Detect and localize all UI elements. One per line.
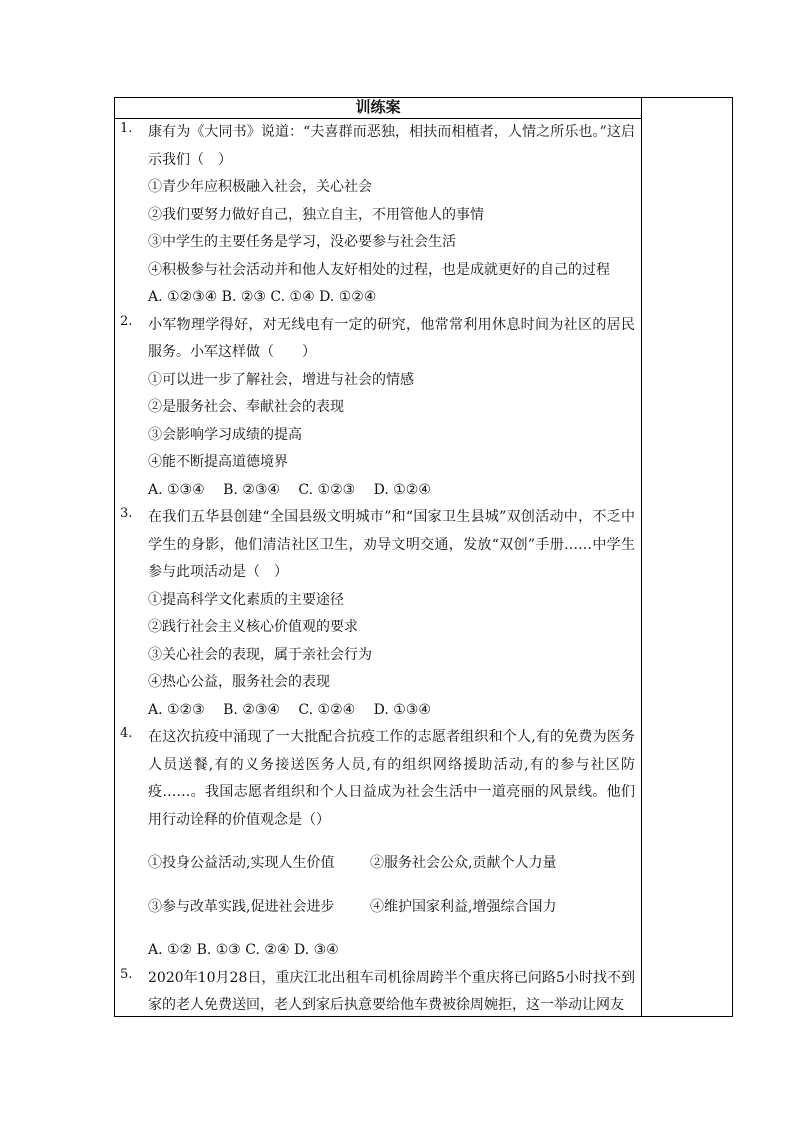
question-1 <box>115 119 641 312</box>
option: ③会影响学习成绩的提高 <box>148 426 302 443</box>
option: ③参与改革实践,促进社会进步 <box>148 898 335 915</box>
option: ①可以进一步了解社会，增进与社会的情感 <box>148 371 414 388</box>
question-3 <box>115 504 641 724</box>
option: ①投身公益活动,实现人生价值 <box>148 855 335 871</box>
question-stem: 在这次抗疫中涌现了一大批配合抗疫工作的志愿者组织和个人,有的免费为医务人员送餐,有的义务接送医务人员,有的组织网络援助活动,有的参与社区防疫……。我国志愿者组织和个人日益成为社会生活中一道亮丽的风景线。他们用行动诠释的价值观念是（） <box>148 729 635 828</box>
question-5 <box>115 965 641 1017</box>
answer-choices: A. ①②③ B. ②③④ C. ①②④ D. ①③④ <box>148 701 431 718</box>
question-stem: 康有为《大同书》说道：“夫喜群而恶独，相扶而相植者，人情之所乐也。”这启示我们（ ） <box>148 124 635 168</box>
option: ③关心社会的表现，属于亲社会行为 <box>148 646 372 663</box>
question-4 <box>115 724 641 965</box>
exercise-table <box>114 97 733 1017</box>
option: ②我们要努力做好自己，独立自主，不用管他人的事情 <box>148 206 484 223</box>
question-list <box>115 119 641 1016</box>
option: ④热心公益，服务社会的表现 <box>148 674 330 690</box>
question-2 <box>115 312 641 505</box>
option: ②践行社会主义核心价值观的要求 <box>148 619 358 635</box>
answer-choices: A. ①③④ B. ②③④ C. ①②③ D. ①②④ <box>148 481 431 498</box>
answer-choices: A. ①② B. ①③ C. ②④ D. ③④ <box>148 942 339 958</box>
question-stem: 在我们五华县创建“全国县级文明城市”和“国家卫生县城”双创活动中，不乏中学生的身影，他们清洁社区卫生，劝导文明交通，发放“双创”手册……中学生参与此项活动是（ ） <box>148 509 635 580</box>
option: ④维护国家利益,增强综合国力 <box>370 898 557 915</box>
option: ①提高科学文化素质的主要途径 <box>148 591 344 608</box>
header-row <box>115 98 641 119</box>
question-number: 1. <box>120 121 133 136</box>
question-number: 5. <box>120 966 133 982</box>
option: ④积极参与社会活动并和他人友好相处的过程，也是成就更好的自己的过程 <box>148 261 610 278</box>
option: ①青少年应积极融入社会，关心社会 <box>148 179 372 195</box>
page-title: 训练案 <box>355 98 401 116</box>
option: ②是服务社会、奉献社会的表现 <box>148 399 344 415</box>
option: ②服务社会公众,贡献个人力量 <box>370 855 557 871</box>
option-row <box>115 850 641 878</box>
question-stem: 2020年10月28日，重庆江北出租车司机徐周跨半个重庆将已问路5小时找不到家的老人免费送回，老人到家后执意要给他车费被徐周婉拒，这一举动让网友 <box>148 969 635 1013</box>
option: ④能不断提高道德境界 <box>148 454 288 470</box>
option: ③中学生的主要任务是学习，没必要参与社会生活 <box>148 234 456 250</box>
question-number: 2. <box>120 313 133 329</box>
answer-choices: A. ①②③④ B. ②③ C. ①④ D. ①②④ <box>148 289 377 305</box>
side-column <box>641 98 642 1016</box>
option-row <box>115 894 641 922</box>
question-number: 3. <box>120 506 133 521</box>
question-stem: 小军物理学得好，对无线电有一定的研究，他常常利用休息时间为社区的居民服务。小军这样做（ ） <box>148 316 635 360</box>
question-number: 4. <box>120 726 133 741</box>
